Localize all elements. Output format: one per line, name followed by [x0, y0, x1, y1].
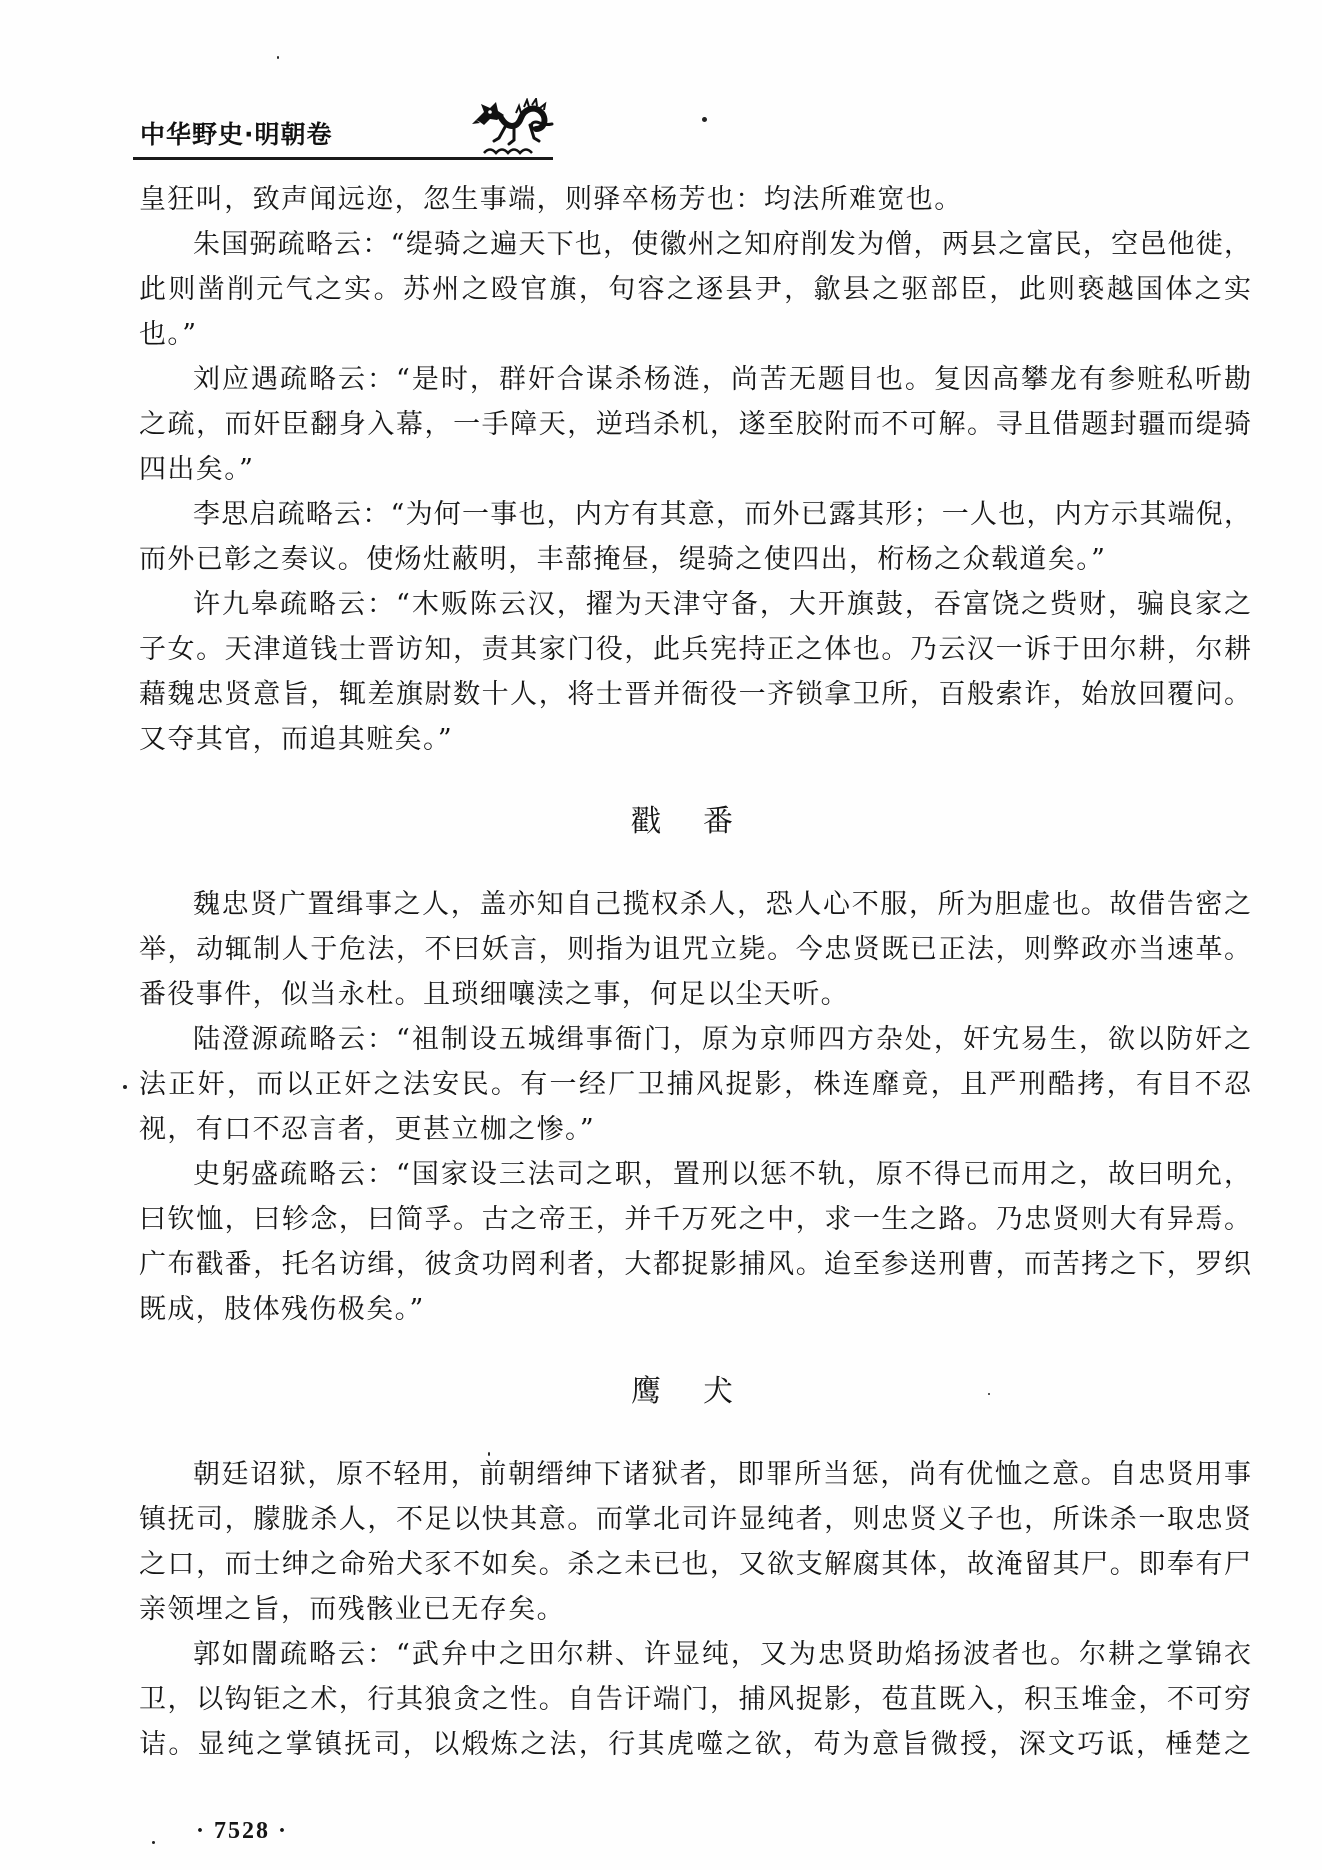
paragraph — [139, 177, 1251, 222]
text-line: 卫，以钩钜之术，行其狼贪之性。自告讦端门，捕风捉影，苞苴既入，积玉堆金，不可穷 — [139, 1684, 1251, 1715]
text-line: 镇抚司，朦胧杀人，不足以快其意。而掌北司许显纯者，则忠贤义子也，所诛杀一取忠贤 — [139, 1504, 1251, 1535]
scan-speck — [123, 1085, 127, 1089]
paragraph — [139, 492, 1251, 582]
text-line: 法正奸，而以正奸之法安民。有一经厂卫捕风捉影，株连靡竟，且严刑酷拷，有目不忍 — [139, 1069, 1251, 1100]
text-line: 举，动辄制人于危法，不曰妖言，则指为诅咒立毙。今忠贤既已正法，则弊政亦当速革。 — [139, 934, 1251, 965]
paragraph — [139, 222, 1251, 357]
text-line: 曰钦恤，曰轸念，曰简孚。古之帝王，并千万死之中，求一生之路。乃忠贤则大有异焉。 — [139, 1204, 1251, 1235]
text-line: 而外已彰之奏议。使炀灶蔽明，丰蔀掩昼，缇骑之使四出，桁杨之众载道矣。” — [139, 544, 1107, 575]
paragraph — [139, 1152, 1251, 1332]
text-line: 藉魏忠贤意旨，辄差旗尉数十人，将士晋并衙役一齐锁拿卫所，百般索诈，始放回覆问。 — [139, 679, 1251, 710]
text-line: 魏忠贤广置缉事之人，盖亦知自己揽权杀人，恐人心不服，所为胆虚也。故借告密之 — [193, 889, 1251, 920]
text-line: 亲领埋之旨，而残骸业已无存矣。 — [139, 1594, 565, 1625]
paragraph — [139, 1452, 1251, 1632]
paragraph — [139, 357, 1251, 492]
running-header-title: 中华野史·明朝卷 — [140, 120, 333, 149]
text-line: 也。” — [139, 319, 198, 350]
text-line: 郭如闇疏略云：“武弁中之田尔耕、许显纯，又为忠贤助焰扬波者也。尔耕之掌锦衣 — [193, 1639, 1251, 1670]
text-line: 诘。显纯之掌镇抚司，以煅炼之法，行其虎噬之欲，苟为意旨微授，深文巧诋，棰楚之 — [139, 1729, 1251, 1760]
text-line: 又夺其官，而追其赃矣。” — [139, 724, 454, 755]
scan-speck — [152, 1841, 155, 1844]
text-line: 子女。天津道钱士晋访知，责其家门役，此兵宪持正之体也。乃云汉一诉于田尔耕，尔耕 — [139, 634, 1251, 665]
text-line: 史躬盛疏略云：“国家设三法司之职，置刑以惩不轨，原不得已而用之，故曰明允， — [193, 1159, 1251, 1190]
paragraph — [139, 1632, 1251, 1767]
text-line: 视，有口不忍言者，更甚立枷之惨。” — [139, 1114, 596, 1145]
scan-speck — [277, 56, 279, 59]
text-line: 李思启疏略云：“为何一事也，内方有其意，而外已露其形；一人也，内方示其端倪， — [193, 499, 1251, 530]
text-line: 陆澄源疏略云：“祖制设五城缉事衙门，原为京师四方杂处，奸宄易生，欲以防奸之 — [193, 1024, 1251, 1055]
scan-speck — [702, 117, 707, 122]
paragraph — [139, 882, 1251, 1017]
section-heading: 戳 番 — [631, 804, 739, 839]
text-line: 皇狂叫，致声闻远迩，忽生事端，则驿卒杨芳也：均法所难宽也。 — [139, 184, 963, 215]
text-line: 朝廷诏狱，原不轻用，前朝缙绅下诸狱者，即罪所当惩，尚有优恤之意。自忠贤用事 — [193, 1459, 1251, 1490]
text-line: 广布戳番，托名访缉，彼贪功罔利者，大都捉影捕风。迨至参送刑曹，而苦拷之下，罗织 — [139, 1249, 1251, 1280]
text-line: 既成，肢体残伤极矣。” — [139, 1294, 425, 1325]
text-line: 之疏，而奸臣翻身入幕，一手障天，逆珰杀机，遂至胶附而不可解。寻且借题封疆而缇骑 — [139, 409, 1251, 440]
text-line: 刘应遇疏略云：“是时，群奸合谋杀杨涟，尚苦无题目也。复因高攀龙有参赃私听勘 — [193, 364, 1251, 395]
body-text — [139, 177, 1251, 1767]
text-line: 许九皋疏略云：“木贩陈云汉，擢为天津守备，大开旗鼓，吞富饶之赀财，骗良家之 — [193, 589, 1251, 620]
text-line: 之口，而士绅之命殆犬豕不如矣。杀之未已也，又欲支解腐其体，故淹留其尸。即奉有尸 — [139, 1549, 1251, 1580]
section-heading: 鹰 犬 — [631, 1374, 739, 1409]
page-number: · 7528 · — [196, 1818, 289, 1844]
text-line: 番役事件，似当永杜。且琐细嚷渎之事，何足以尘天听。 — [139, 979, 849, 1010]
dragon-icon — [472, 98, 554, 158]
text-line: 四出矣。” — [139, 454, 255, 485]
text-line: 朱国弼疏略云：“缇骑之遍天下也，使徽州之知府削发为僧，两县之富民，空邑他徙， — [193, 229, 1251, 260]
paragraph — [139, 1017, 1251, 1152]
paragraph — [139, 582, 1251, 762]
text-line: 此则凿削元气之实。苏州之殴官旗，句容之逐县尹，歙县之驱部臣，此则亵越国体之实 — [139, 274, 1251, 305]
